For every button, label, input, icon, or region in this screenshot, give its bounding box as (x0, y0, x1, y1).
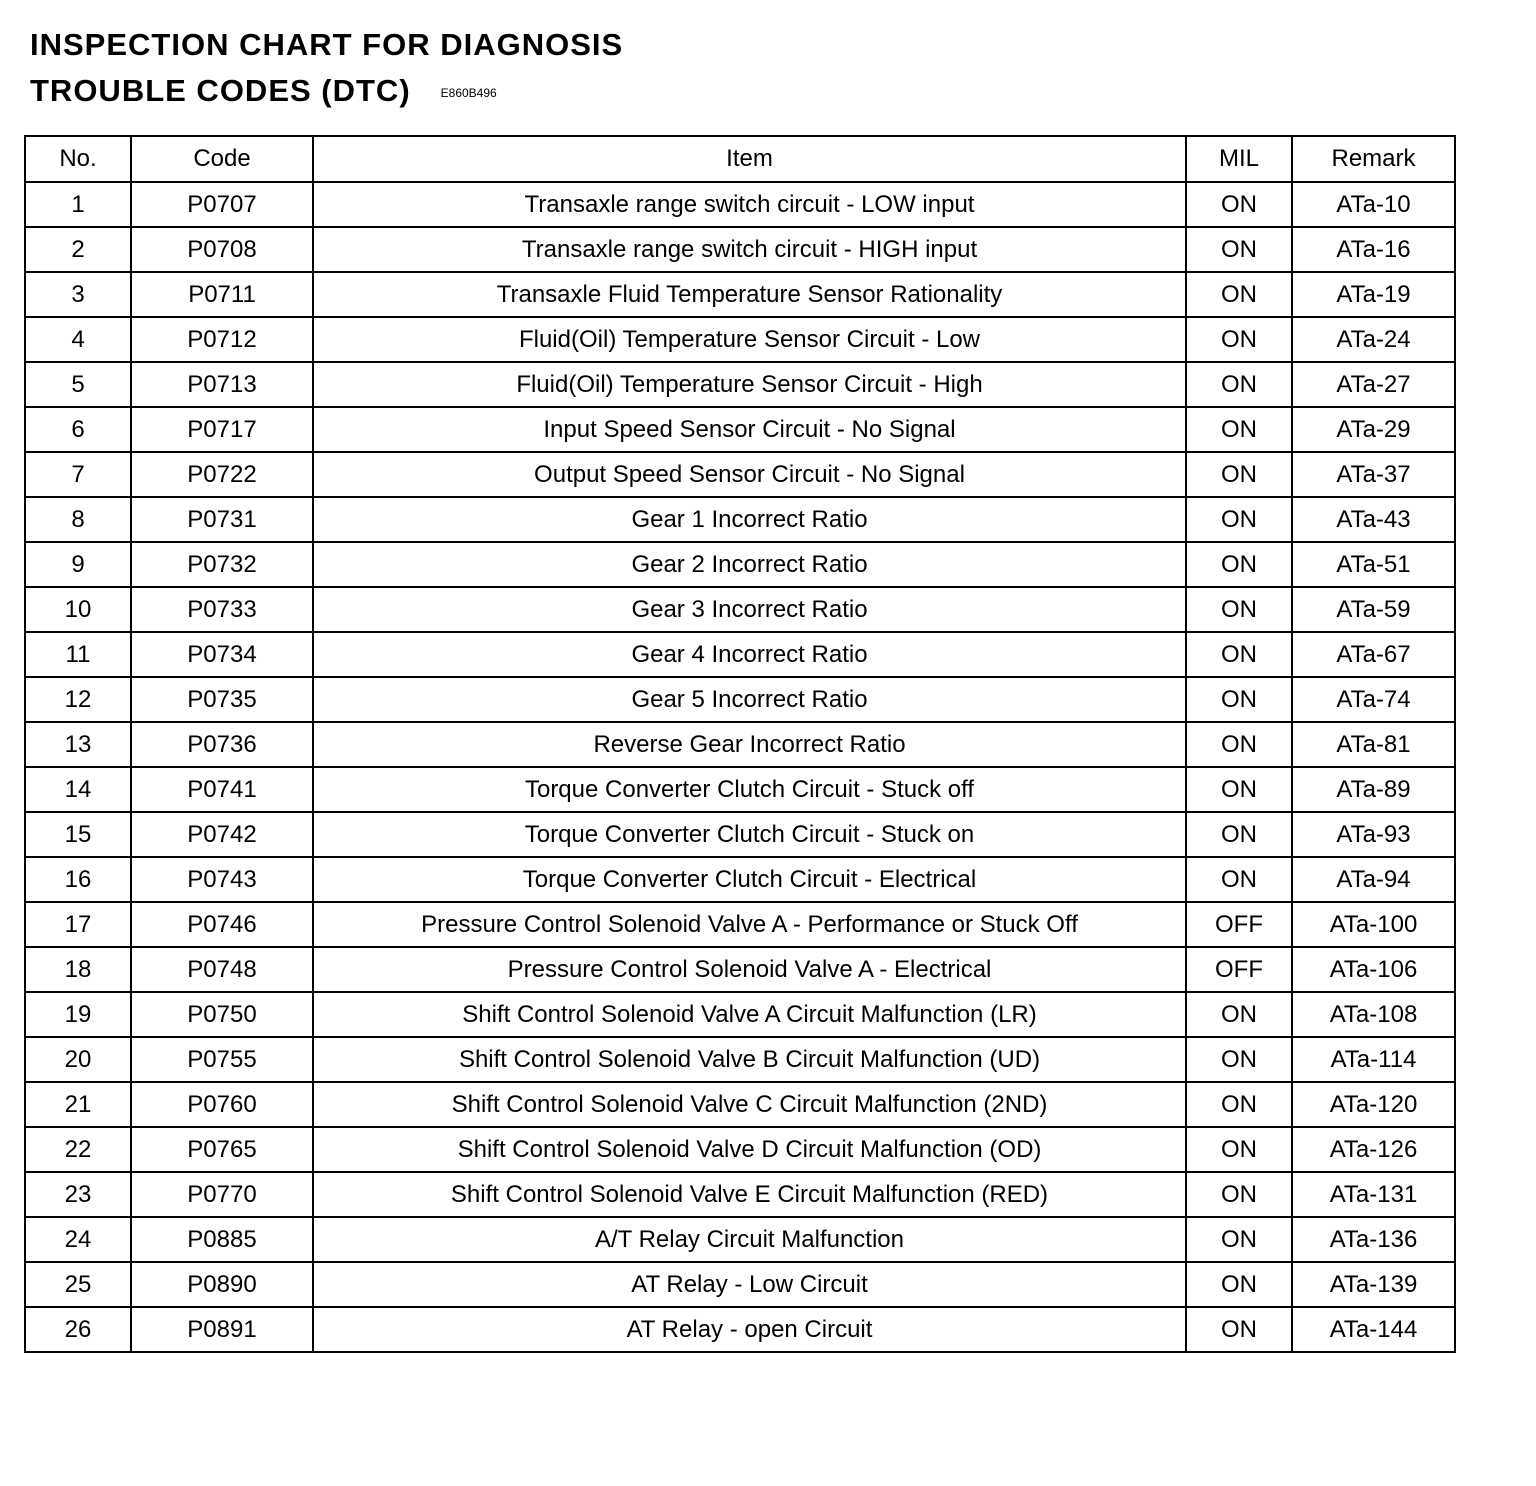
cell-mil: ON (1186, 722, 1292, 767)
cell-item: Fluid(Oil) Temperature Sensor Circuit - Low (313, 317, 1186, 362)
table-row (25, 1082, 1455, 1127)
cell-mil: ON (1186, 1127, 1292, 1172)
cell-remark: ATa-136 (1292, 1217, 1455, 1262)
cell-item: Gear 4 Incorrect Ratio (313, 632, 1186, 677)
cell-remark: ATa-67 (1292, 632, 1455, 677)
cell-mil: ON (1186, 227, 1292, 272)
cell-code: P0712 (131, 317, 313, 362)
table-body (25, 182, 1455, 1352)
table-row (25, 1262, 1455, 1307)
cell-remark: ATa-59 (1292, 587, 1455, 632)
cell-no: 13 (25, 722, 131, 767)
table-row (25, 677, 1455, 722)
cell-item: Gear 5 Incorrect Ratio (313, 677, 1186, 722)
cell-item: Torque Converter Clutch Circuit - Stuck off (313, 767, 1186, 812)
cell-no: 3 (25, 272, 131, 317)
cell-item: Fluid(Oil) Temperature Sensor Circuit - High (313, 362, 1186, 407)
table-header (25, 136, 1455, 182)
cell-code: P0746 (131, 902, 313, 947)
cell-code: P0733 (131, 587, 313, 632)
table-row (25, 362, 1455, 407)
cell-code: P0770 (131, 1172, 313, 1217)
cell-remark: ATa-131 (1292, 1172, 1455, 1217)
cell-item: Shift Control Solenoid Valve D Circuit Malfunction (OD) (313, 1127, 1186, 1172)
cell-code: P0750 (131, 992, 313, 1037)
cell-remark: ATa-120 (1292, 1082, 1455, 1127)
table-row (25, 317, 1455, 362)
cell-mil: OFF (1186, 902, 1292, 947)
table-row (25, 227, 1455, 272)
cell-no: 21 (25, 1082, 131, 1127)
cell-no: 8 (25, 497, 131, 542)
table-row (25, 182, 1455, 227)
cell-code: P0885 (131, 1217, 313, 1262)
cell-remark: ATa-81 (1292, 722, 1455, 767)
cell-code: P0765 (131, 1127, 313, 1172)
cell-item: AT Relay - Low Circuit (313, 1262, 1186, 1307)
cell-mil: ON (1186, 1307, 1292, 1352)
cell-no: 24 (25, 1217, 131, 1262)
cell-remark: ATa-139 (1292, 1262, 1455, 1307)
cell-no: 15 (25, 812, 131, 857)
table-row (25, 902, 1455, 947)
table-row (25, 767, 1455, 812)
cell-remark: ATa-100 (1292, 902, 1455, 947)
document-title (30, 22, 623, 116)
cell-no: 25 (25, 1262, 131, 1307)
cell-item: Reverse Gear Incorrect Ratio (313, 722, 1186, 767)
table-row (25, 497, 1455, 542)
cell-remark: ATa-114 (1292, 1037, 1455, 1082)
header-code: Code (131, 136, 313, 182)
cell-remark: ATa-106 (1292, 947, 1455, 992)
cell-mil: OFF (1186, 947, 1292, 992)
cell-no: 1 (25, 182, 131, 227)
cell-no: 23 (25, 1172, 131, 1217)
cell-item: Gear 3 Incorrect Ratio (313, 587, 1186, 632)
cell-mil: ON (1186, 677, 1292, 722)
cell-no: 19 (25, 992, 131, 1037)
cell-remark: ATa-126 (1292, 1127, 1455, 1172)
cell-code: P0735 (131, 677, 313, 722)
cell-mil: ON (1186, 767, 1292, 812)
cell-item: A/T Relay Circuit Malfunction (313, 1217, 1186, 1262)
cell-item: Shift Control Solenoid Valve B Circuit Malfunction (UD) (313, 1037, 1186, 1082)
cell-item: Torque Converter Clutch Circuit - Stuck on (313, 812, 1186, 857)
table-row (25, 992, 1455, 1037)
cell-code: P0742 (131, 812, 313, 857)
cell-mil: ON (1186, 632, 1292, 677)
cell-remark: ATa-27 (1292, 362, 1455, 407)
title-line-2 (30, 68, 623, 116)
cell-item: Transaxle range switch circuit - HIGH input (313, 227, 1186, 272)
cell-item: Shift Control Solenoid Valve A Circuit Malfunction (LR) (313, 992, 1186, 1037)
cell-no: 10 (25, 587, 131, 632)
cell-no: 7 (25, 452, 131, 497)
header-no: No. (25, 136, 131, 182)
cell-remark: ATa-108 (1292, 992, 1455, 1037)
cell-no: 16 (25, 857, 131, 902)
cell-code: P0722 (131, 452, 313, 497)
header-item: Item (313, 136, 1186, 182)
cell-mil: ON (1186, 1082, 1292, 1127)
cell-item: Transaxle range switch circuit - LOW input (313, 182, 1186, 227)
cell-no: 14 (25, 767, 131, 812)
cell-item: Shift Control Solenoid Valve E Circuit Malfunction (RED) (313, 1172, 1186, 1217)
cell-code: P0731 (131, 497, 313, 542)
cell-remark: ATa-74 (1292, 677, 1455, 722)
table-row (25, 812, 1455, 857)
table-row (25, 1307, 1455, 1352)
table-row (25, 1037, 1455, 1082)
cell-mil: ON (1186, 857, 1292, 902)
cell-code: P0891 (131, 1307, 313, 1352)
cell-no: 18 (25, 947, 131, 992)
cell-item: Pressure Control Solenoid Valve A - Performance or Stuck Off (313, 902, 1186, 947)
cell-remark: ATa-29 (1292, 407, 1455, 452)
cell-no: 22 (25, 1127, 131, 1172)
cell-mil: ON (1186, 1262, 1292, 1307)
cell-item: Shift Control Solenoid Valve C Circuit Malfunction (2ND) (313, 1082, 1186, 1127)
title-line-2-text: TROUBLE CODES (DTC) (30, 73, 411, 108)
cell-no: 2 (25, 227, 131, 272)
document-id: E860B496 (440, 85, 497, 100)
cell-item: AT Relay - open Circuit (313, 1307, 1186, 1352)
cell-remark: ATa-16 (1292, 227, 1455, 272)
cell-no: 20 (25, 1037, 131, 1082)
cell-code: P0708 (131, 227, 313, 272)
dtc-inspection-table (24, 135, 1456, 1353)
cell-code: P0732 (131, 542, 313, 587)
title-line-1-text: INSPECTION CHART FOR DIAGNOSIS (30, 27, 624, 62)
cell-no: 12 (25, 677, 131, 722)
cell-mil: ON (1186, 182, 1292, 227)
cell-mil: ON (1186, 272, 1292, 317)
cell-item: Transaxle Fluid Temperature Sensor Rationality (313, 272, 1186, 317)
cell-mil: ON (1186, 1217, 1292, 1262)
cell-remark: ATa-37 (1292, 452, 1455, 497)
cell-remark: ATa-19 (1292, 272, 1455, 317)
cell-no: 9 (25, 542, 131, 587)
cell-code: P0736 (131, 722, 313, 767)
cell-mil: ON (1186, 317, 1292, 362)
cell-remark: ATa-10 (1292, 182, 1455, 227)
cell-code: P0734 (131, 632, 313, 677)
cell-mil: ON (1186, 587, 1292, 632)
header-row (25, 136, 1455, 182)
title-line-1 (30, 22, 623, 68)
cell-item: Gear 2 Incorrect Ratio (313, 542, 1186, 587)
table-row (25, 1217, 1455, 1262)
cell-item: Input Speed Sensor Circuit - No Signal (313, 407, 1186, 452)
cell-code: P0707 (131, 182, 313, 227)
cell-no: 26 (25, 1307, 131, 1352)
cell-code: P0713 (131, 362, 313, 407)
cell-mil: ON (1186, 1037, 1292, 1082)
cell-remark: ATa-43 (1292, 497, 1455, 542)
table-row (25, 542, 1455, 587)
cell-item: Pressure Control Solenoid Valve A - Electrical (313, 947, 1186, 992)
table-row (25, 452, 1455, 497)
cell-mil: ON (1186, 452, 1292, 497)
cell-remark: ATa-94 (1292, 857, 1455, 902)
table-row (25, 1127, 1455, 1172)
table-row (25, 947, 1455, 992)
cell-no: 4 (25, 317, 131, 362)
cell-mil: ON (1186, 1172, 1292, 1217)
cell-code: P0890 (131, 1262, 313, 1307)
cell-mil: ON (1186, 407, 1292, 452)
cell-remark: ATa-24 (1292, 317, 1455, 362)
header-mil: MIL (1186, 136, 1292, 182)
cell-code: P0741 (131, 767, 313, 812)
cell-no: 11 (25, 632, 131, 677)
cell-mil: ON (1186, 542, 1292, 587)
cell-code: P0748 (131, 947, 313, 992)
table-row (25, 857, 1455, 902)
cell-mil: ON (1186, 812, 1292, 857)
cell-item: Torque Converter Clutch Circuit - Electrical (313, 857, 1186, 902)
table-row (25, 587, 1455, 632)
cell-item: Output Speed Sensor Circuit - No Signal (313, 452, 1186, 497)
header-remark: Remark (1292, 136, 1455, 182)
cell-remark: ATa-89 (1292, 767, 1455, 812)
cell-code: P0711 (131, 272, 313, 317)
table-row (25, 722, 1455, 767)
cell-mil: ON (1186, 992, 1292, 1037)
cell-code: P0743 (131, 857, 313, 902)
table-row (25, 407, 1455, 452)
cell-code: P0760 (131, 1082, 313, 1127)
cell-no: 5 (25, 362, 131, 407)
cell-no: 17 (25, 902, 131, 947)
cell-remark: ATa-51 (1292, 542, 1455, 587)
cell-code: P0755 (131, 1037, 313, 1082)
cell-no: 6 (25, 407, 131, 452)
cell-item: Gear 1 Incorrect Ratio (313, 497, 1186, 542)
cell-remark: ATa-93 (1292, 812, 1455, 857)
cell-code: P0717 (131, 407, 313, 452)
cell-mil: ON (1186, 362, 1292, 407)
table-row (25, 632, 1455, 677)
cell-mil: ON (1186, 497, 1292, 542)
cell-remark: ATa-144 (1292, 1307, 1455, 1352)
table-row (25, 272, 1455, 317)
table-row (25, 1172, 1455, 1217)
